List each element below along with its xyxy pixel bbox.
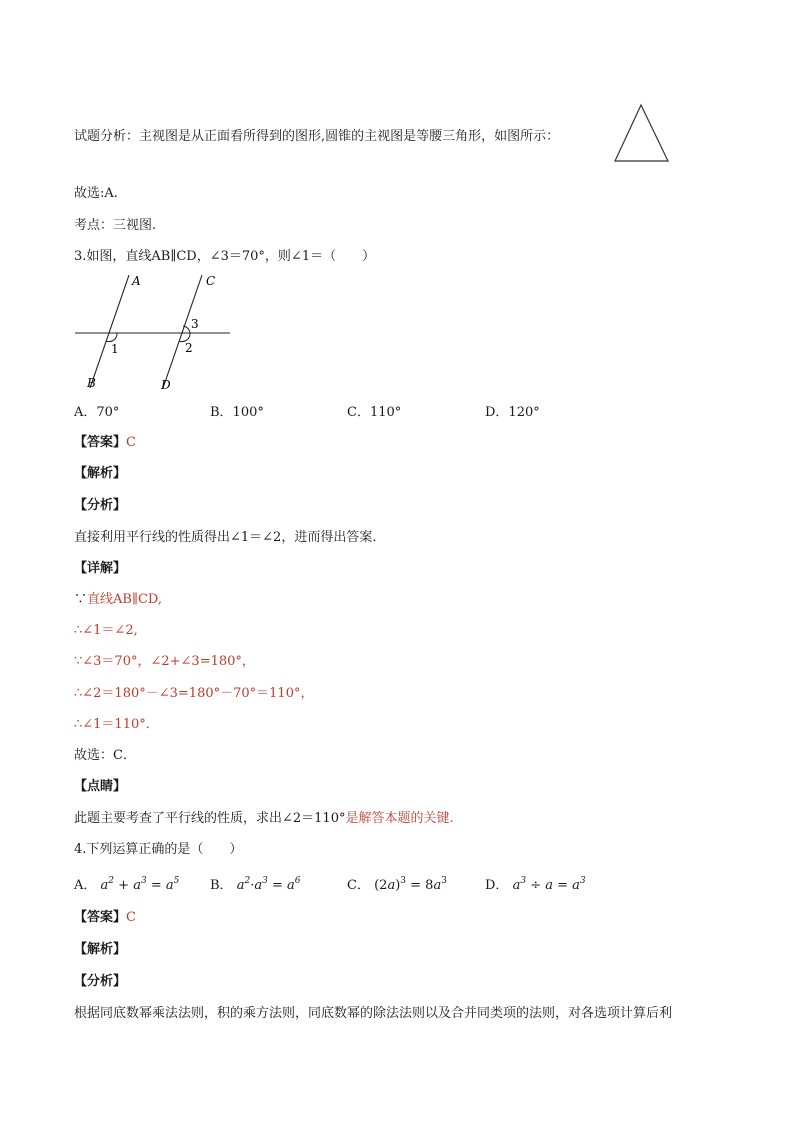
q4-jiexi-tag: 【解析】 [74,942,127,957]
parallel-lines-figure [70,270,240,395]
line-ab [90,275,129,388]
triangle-figure [612,103,672,165]
q2-point: 考点：三视图. [74,218,157,233]
q3-step-3: ∵∠3＝70°，∠2+∠3=180°， [74,654,255,669]
q4-fenxi-tag: 【分析】 [74,974,127,989]
q4-option-d-label: D． [485,878,509,893]
q4-option-d [485,878,586,894]
jiexi-tag: 【解析】 [74,466,127,481]
q4-option-b-label: B． [210,878,233,893]
answer-value: C [126,435,136,450]
q3-answer-line [74,435,136,451]
label-b: B [87,376,96,390]
step-1-text: 直线AB∥CD, [87,592,163,607]
q3-stem: 3.如图，直线AB∥CD，∠3＝70°，则∠1＝（ ） [74,249,376,264]
q2-analysis: 试题分析：主视图是从正面看所得到的图形,圆锥的主视图是等腰三角形，如图所示： [74,129,560,144]
because-symbol: ∵ [74,592,88,607]
q3-step-5: ∴∠1＝110°． [74,717,159,732]
q3-option-d: D．120° [485,405,540,420]
q4-option-a-formula: $a^2 + a^3 = a^5$ [100,876,180,893]
fenxi-tag: 【分析】 [74,498,127,513]
label-angle-3: 3 [191,317,199,331]
q3-step-1 [74,592,162,608]
label-angle-2: 2 [185,341,193,355]
q4-stem: 4.下列运算正确的是（ ） [74,842,243,857]
dianjing-tag: 【点睛】 [74,779,127,794]
q3-choice: 故选：C． [74,748,136,763]
q4-option-d-formula: $a^3 \div a = a^3$ [512,876,586,893]
q4-option-a-label: A． [74,878,97,893]
q4-option-a [74,878,179,894]
q4-option-b [210,878,300,894]
q2-choice: 故选:A. [74,186,118,201]
dianjing-text-b: 是解答本题的关键. [345,811,454,826]
q4-answer-value: C [126,910,136,925]
q3-option-c: C．110° [347,405,402,420]
label-d: D [161,378,171,392]
q4-option-c-formula: $(2a)^3 = 8a^3$ [374,876,447,893]
xiangjie-tag: 【详解】 [74,561,127,576]
q3-step-2: ∴∠1＝∠2, [74,623,138,638]
label-c: C [206,274,216,288]
q4-answer-tag: 【答案】 [74,910,127,925]
label-angle-1: 1 [111,342,119,356]
label-a: A [132,274,141,288]
q3-fenxi-text: 直接利用平行线的性质得出∠1＝∠2，进而得出答案． [74,530,386,545]
q4-option-c [347,878,447,894]
q3-step-4: ∴∠2＝180°－∠3=180°－70°＝110°， [74,686,314,701]
q4-option-c-label: C． [347,878,370,893]
q3-dianjing [74,811,454,827]
q4-answer-line [74,910,136,926]
q4-fenxi-text: 根据同底数幂乘法法则，积的乘方法则，同底数幂的除法法则以及合并同类项的法则，对各选项计算后利 [74,1006,673,1021]
answer-tag: 【答案】 [74,435,127,450]
q3-option-a: A．70° [74,405,120,420]
dianjing-text-a: 此题主要考查了平行线的性质，求出∠2＝110° [74,811,346,826]
line-cd [163,275,202,388]
q3-option-b: B．100° [210,405,264,420]
q4-option-b-formula: $a^2\cdot a^3 = a^6$ [236,876,301,893]
